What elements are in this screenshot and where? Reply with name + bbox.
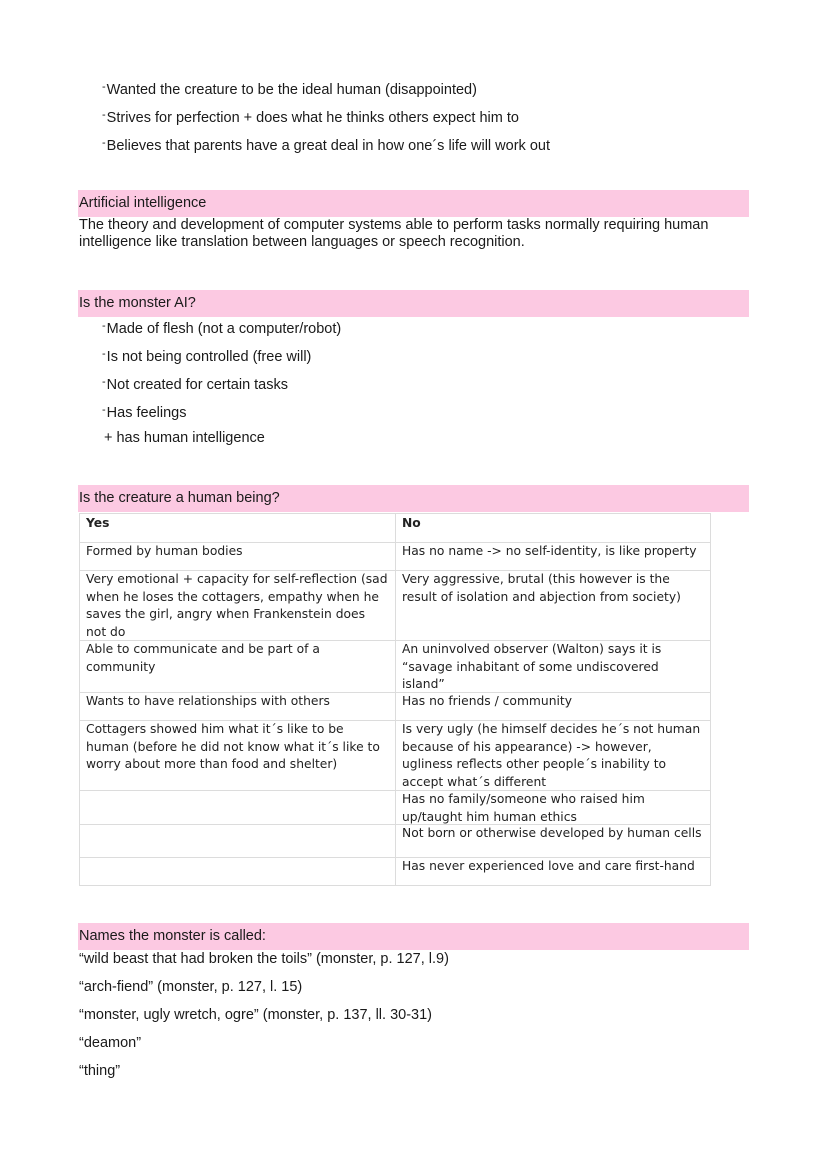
yes-no-table	[79, 513, 711, 886]
table-row	[80, 791, 711, 825]
yes-cell: Very emotional + capacity for self-reflection (sad when he loses the cottagers, empathy when he saves the girl, angry when Frankenstein does not do	[80, 571, 396, 641]
dash-bullet-icon: -	[102, 376, 106, 388]
intro-bullet: -Wanted the creature to be the ideal human (disappointed)	[102, 81, 477, 98]
dash-bullet-icon: -	[102, 109, 106, 121]
table-row	[80, 693, 711, 721]
ai-definition: The theory and development of computer systems able to perform tasks normally requiring human intelligence like translation between languages or speech recognition.	[79, 217, 709, 250]
table-row	[80, 825, 711, 858]
ai-heading-band	[78, 190, 749, 217]
yes-cell: Cottagers showed him what it´s like to be human (before he did not know what it´s like to worry about more than food and shelter)	[80, 721, 396, 791]
monster-ai-plus-item: + has human intelligence	[104, 430, 265, 446]
intro-bullet: -Believes that parents have a great deal in how one´s life will work out	[102, 137, 550, 154]
no-cell: An uninvolved observer (Walton) says it is “savage inhabitant of some undiscovered island”	[396, 641, 711, 693]
no-cell: Has no name -> no self-identity, is like property	[396, 543, 711, 571]
no-cell: Has no friends / community	[396, 693, 711, 721]
monster-name-item: “wild beast that had broken the toils” (monster, p. 127, l.9)	[79, 951, 449, 967]
table-header-row	[80, 514, 711, 543]
table-row	[80, 721, 711, 791]
human-heading-band	[78, 485, 749, 512]
table-row	[80, 571, 711, 641]
table-row	[80, 543, 711, 571]
names-heading: Names the monster is called:	[79, 928, 266, 944]
yes-cell: Able to communicate and be part of a community	[80, 641, 396, 693]
table-row	[80, 641, 711, 693]
monster-ai-bullet: -Not created for certain tasks	[102, 376, 288, 393]
monster-ai-bullet: -Is not being controlled (free will)	[102, 348, 312, 365]
monster-ai-heading: Is the monster AI?	[79, 295, 196, 311]
human-heading: Is the creature a human being?	[79, 490, 280, 506]
no-cell: Has no family/someone who raised him up/taught him human ethics	[396, 791, 711, 825]
dash-bullet-icon: -	[102, 320, 106, 332]
no-cell: Not born or otherwise developed by human cells	[396, 825, 711, 858]
monster-ai-heading-band	[78, 290, 749, 317]
dash-bullet-icon: -	[102, 348, 106, 360]
yes-cell: Wants to have relationships with others	[80, 693, 396, 721]
no-cell: Very aggressive, brutal (this however is the result of isolation and abjection from society)	[396, 571, 711, 641]
yes-cell	[80, 858, 396, 886]
dash-bullet-icon: -	[102, 81, 106, 93]
yes-cell	[80, 825, 396, 858]
dash-bullet-icon: -	[102, 137, 106, 149]
yes-cell: Formed by human bodies	[80, 543, 396, 571]
monster-name-item: “arch-fiend” (monster, p. 127, l. 15)	[79, 979, 303, 995]
no-cell: Has never experienced love and care first-hand	[396, 858, 711, 886]
no-cell: Is very ugly (he himself decides he´s not human because of his appearance) -> however, ugliness reflects other people´s inability to accept what´s different	[396, 721, 711, 791]
yes-column-header: Yes	[80, 514, 396, 543]
monster-ai-bullet: -Has feelings	[102, 404, 187, 421]
monster-name-item: “deamon”	[79, 1035, 142, 1051]
intro-bullet: -Strives for perfection + does what he thinks others expect him to	[102, 109, 519, 126]
yes-cell	[80, 791, 396, 825]
monster-ai-bullet: -Made of flesh (not a computer/robot)	[102, 320, 342, 337]
monster-name-item: “thing”	[79, 1063, 121, 1079]
no-column-header: No	[396, 514, 711, 543]
table-row	[80, 858, 711, 886]
dash-bullet-icon: -	[102, 404, 106, 416]
names-heading-band	[78, 923, 749, 950]
monster-name-item: “monster, ugly wretch, ogre” (monster, p. 137, ll. 30-31)	[79, 1007, 432, 1023]
ai-heading: Artificial intelligence	[79, 195, 207, 211]
